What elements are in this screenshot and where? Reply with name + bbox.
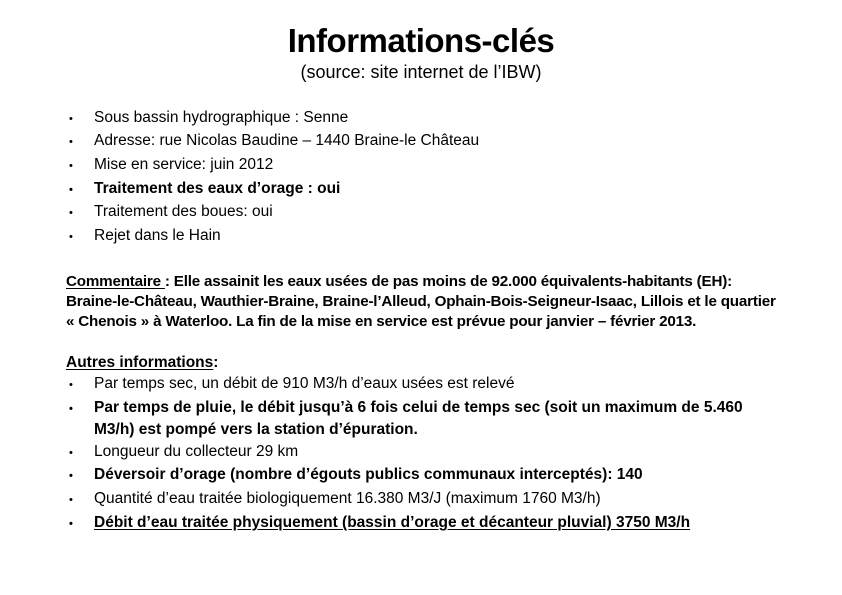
bullet-icon: •	[69, 231, 73, 244]
bullet-icon: •	[69, 159, 73, 172]
bullet-icon: •	[69, 446, 73, 459]
commentaire-text: : Elle assainit les eaux usées de pas moins de 92.000 équivalents-habitants (EH): Braine-le-Château, Wauthier-Braine, Braine-l’Alleud, Ophain-Bois-Seigneur-Isaac, Lillois et le quartier « Chenois » à Waterloo. La fin de la mise en service est prévue pour janvier – février 2013.	[66, 272, 776, 330]
page-subtitle: (source: site internet de l’IBW)	[300, 61, 542, 82]
bullet-icon: •	[69, 136, 73, 149]
list-item	[66, 130, 776, 154]
autres-heading	[66, 352, 776, 374]
list-item	[66, 225, 776, 249]
list-item	[66, 201, 776, 225]
bullet-icon: •	[69, 493, 73, 506]
list-item-text: Traitement des boues: oui	[94, 203, 273, 221]
bullet-icon: •	[69, 517, 73, 530]
list-item-text: Rejet dans le Hain	[94, 227, 221, 245]
commentaire-paragraph	[66, 272, 776, 332]
bullet-icon: •	[69, 112, 73, 125]
list-item-text: Adresse: rue Nicolas Baudine – 1440 Braine-le Château	[94, 132, 480, 150]
slide-body	[66, 107, 776, 536]
page-title: Informations-clés	[287, 22, 555, 59]
list-item-text: Sous bassin hydrographique : Senne	[94, 108, 349, 126]
list-item	[66, 373, 776, 397]
commentaire-label: Commentaire	[66, 272, 165, 290]
list-item	[66, 464, 776, 488]
facts-list	[66, 107, 776, 249]
autres-heading-colon: :	[213, 353, 219, 371]
autres-list	[66, 373, 776, 535]
list-item	[66, 488, 776, 512]
list-item-text: Longueur du collecteur 29 km	[94, 442, 299, 460]
list-item-text: Débit d’eau traitée physiquement (bassin d’orage et décanteur pluvial) 3750 M3/h	[94, 513, 691, 531]
list-item-text: Déversoir d’orage (nombre d’égouts publics communaux interceptés): 140	[94, 466, 643, 484]
list-item	[66, 178, 776, 202]
list-item-text: Par temps de pluie, le débit jusqu’à 6 fois celui de temps sec (soit un maximum de 5.460 M3/h) est pompé vers la station d’épuration.	[94, 399, 743, 438]
list-item	[66, 154, 776, 178]
bullet-icon: •	[69, 470, 73, 483]
list-item	[66, 107, 776, 131]
bullet-icon: •	[69, 207, 73, 220]
bullet-icon: •	[69, 379, 73, 392]
bullet-icon: •	[69, 403, 73, 416]
list-item-text: Par temps sec, un débit de 910 M3/h d’eaux usées est relevé	[94, 375, 515, 393]
autres-heading-label: Autres informations	[66, 353, 214, 371]
list-item	[66, 397, 776, 440]
bullet-icon: •	[69, 183, 73, 196]
list-item	[66, 512, 776, 536]
list-item-text: Mise en service: juin 2012	[94, 155, 274, 173]
list-item-text: Traitement des eaux d’orage : oui	[94, 179, 341, 197]
list-item-text: Quantité d’eau traitée biologiquement 16.380 M3/J (maximum 1760 M3/h)	[94, 489, 601, 507]
list-item	[66, 441, 776, 465]
